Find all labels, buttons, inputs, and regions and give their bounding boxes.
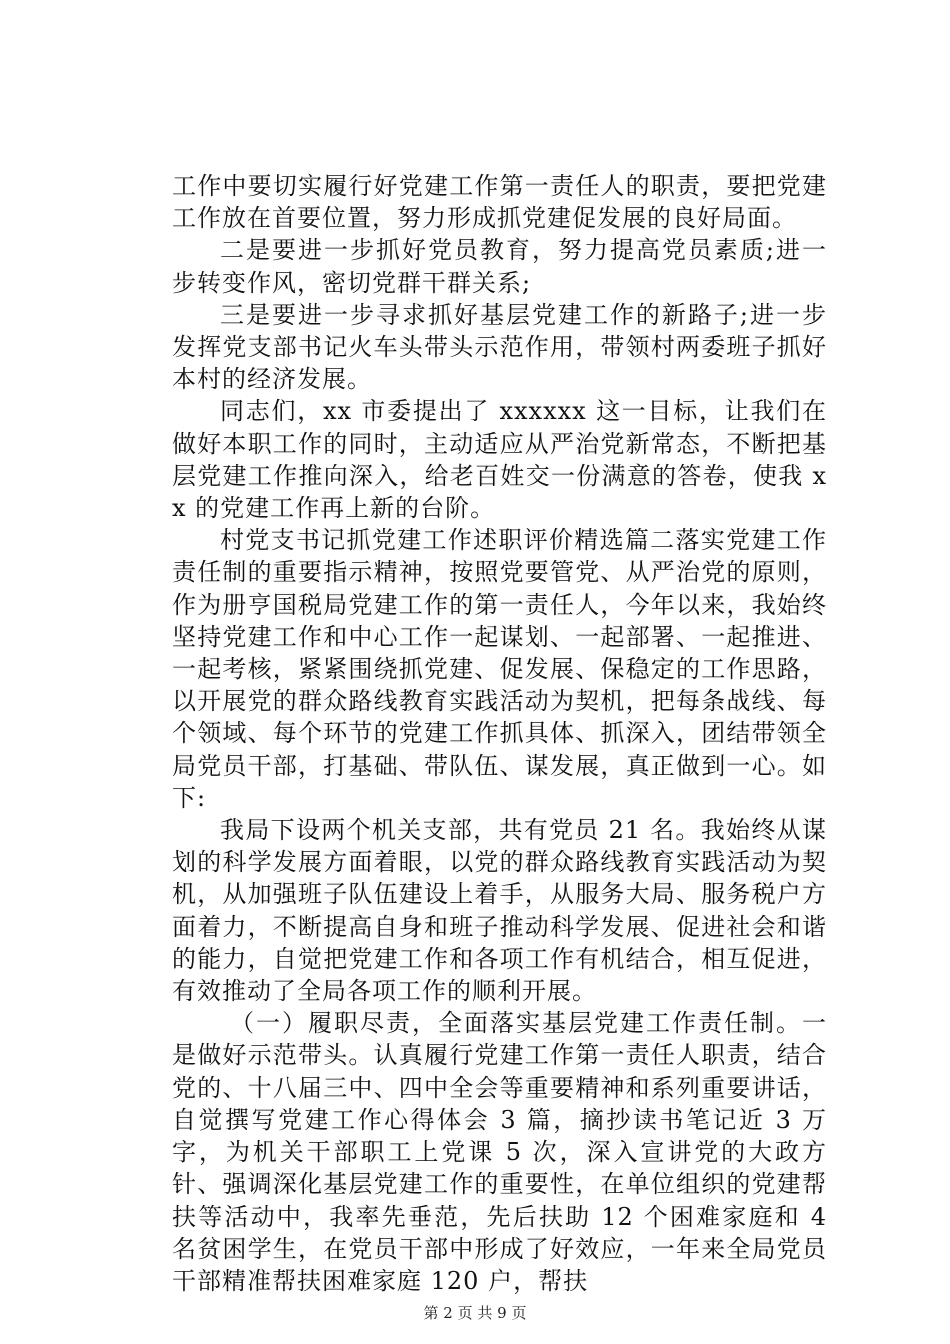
page-number-footer: 第 2 页 共 9 页 [423,1304,527,1322]
paragraph-comrades: 同志们，xx 市委提出了 xxxxxx 这一目标，让我们在做好本职工作的同时，主动适应从严治党新常态，不断把基层党建工作推向深入，给老百姓交一份满意的答卷，使我 xx 的党建工作再上新的台阶。 [172,397,827,523]
paragraph-point-two: 二是要进一步抓好党员教育，努力提高党员素质;进一步转变作风，密切党群干群关系; [172,236,827,297]
paragraph-article-two-intro: 村党支书记抓党建工作述职评价精选篇二落实党建工作责任制的重要指示精神，按照党要管党、从严治党的原则，作为册亨国税局党建工作的第一责任人，今年以来，我始终坚持党建工作和中心工作一起谋划、一起部署、一起推进、一起考核，紧紧围绕抓党建、促发展、保稳定的工作思路，以开展党的群众路线教育实践活动为契机，把每条战线、每个领域、每个环节的党建工作抓具体、抓深入，团结带领全局党员干部，打基础、带队伍、谋发展，真正做到一心。如下: [172,526,827,812]
paragraph-section-one: （一）履职尽责，全面落实基层党建工作责任制。一是做好示范带头。认真履行党建工作第一责任人职责，结合党的、十八届三中、四中全会等重要精神和系列重要讲话，自觉撰写党建工作心得体会 3 篇，摘抄读书笔记近 3 万字，为机关干部职工上党课 5 次，深入宣讲党的大政方针、强调深化基层党建工作的重要性，在单位组织的党建帮扶等活动中，我率先垂范，先后扶助 12 个困难家庭和 4 名贫困学生，在党员干部中形成了好效应，一年来全局党员干部精准帮扶困难家庭 120 户，帮扶 [172,1009,827,1295]
paragraph-point-three: 三是要进一步寻求抓好基层党建工作的新路子;进一步发挥党支部书记火车头带头示范作用，带领村两委班子抓好本村的经济发展。 [172,300,827,394]
paragraph-continuation: 工作中要切实履行好党建工作第一责任人的职责，要把党建工作放在首要位置，努力形成抓党建促发展的良好局面。 [172,172,827,233]
paragraph-branch-overview: 我局下设两个机关支部，共有党员 21 名。我始终从谋划的科学发展方面着眼，以党的群众路线教育实践活动为契机，从加强班子队伍建设上着手，从服务大局、服务税户方面着力，不断提高自身和班子推动科学发展、促进社会和谐的能力，自觉把党建工作和各项工作有机结合，相互促进，有效推动了全局各项工作的顺利开展。 [172,816,827,1006]
document-body [172,170,827,1297]
